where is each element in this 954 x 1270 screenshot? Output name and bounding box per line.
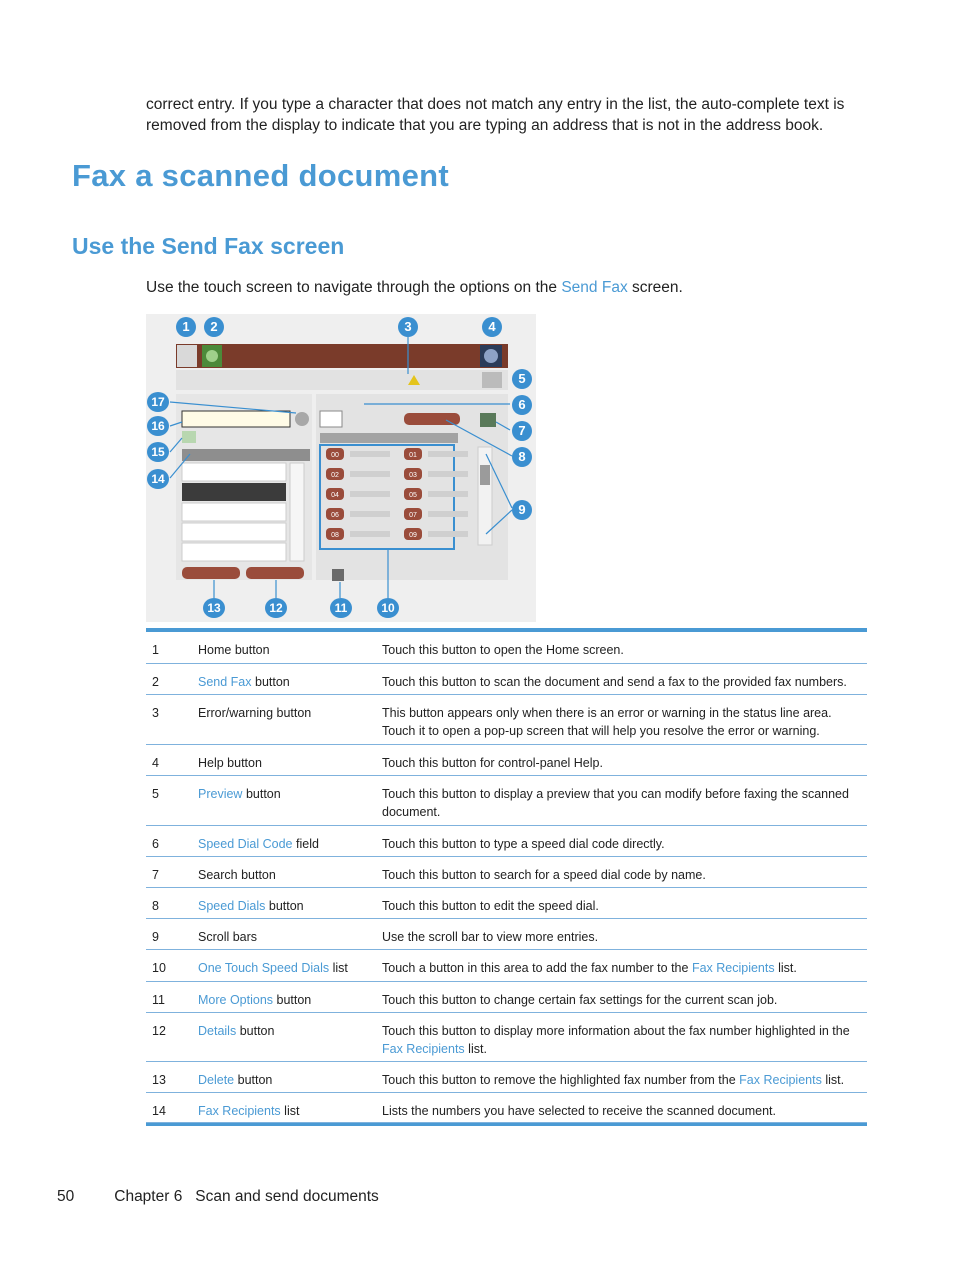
row-description: Touch this button to remove the highlighted fax number from the Fax Recipients list. bbox=[382, 1073, 845, 1087]
chapter-label: Chapter 6 Scan and send documents bbox=[114, 1188, 379, 1205]
more-options-button-shape bbox=[332, 569, 344, 581]
row-item-name: Help button bbox=[198, 756, 262, 770]
row-item-name: Speed Dial Code field bbox=[198, 837, 319, 851]
speed-dial-number: 05 bbox=[409, 492, 417, 499]
table-row bbox=[146, 1013, 867, 1062]
preview-button-shape bbox=[482, 372, 502, 388]
row-item-name: Details button bbox=[198, 1024, 275, 1038]
row-number: 8 bbox=[152, 899, 159, 913]
callout-17: 17 bbox=[147, 392, 169, 412]
row-description: Touch this button for control-panel Help. bbox=[382, 756, 603, 770]
row-item-name: One Touch Speed Dials list bbox=[198, 961, 348, 975]
table-row bbox=[146, 695, 867, 745]
row-number: 14 bbox=[152, 1104, 166, 1118]
speed-dial-number: 06 bbox=[331, 512, 339, 519]
fax-recipients-header bbox=[182, 449, 310, 461]
callout-4: 4 bbox=[482, 317, 502, 337]
callout-14: 14 bbox=[147, 469, 169, 489]
control-panel-illustration bbox=[146, 314, 536, 622]
speed-dial-number: 08 bbox=[331, 532, 339, 539]
home-button-shape bbox=[177, 345, 197, 367]
speed-dial-label-placeholder bbox=[350, 531, 390, 537]
row-number: 2 bbox=[152, 675, 159, 689]
speed-dial-number: 00 bbox=[331, 452, 339, 459]
row-description: Lists the numbers you have selected to receive the scanned document. bbox=[382, 1104, 776, 1118]
row-description: Touch this button to search for a speed dial code by name. bbox=[382, 868, 706, 882]
speed-dial-label-placeholder bbox=[428, 511, 468, 517]
speed-dial-number: 02 bbox=[331, 472, 339, 479]
callout-7: 7 bbox=[512, 421, 532, 441]
page-number: 50 bbox=[57, 1188, 75, 1205]
callout-6: 6 bbox=[512, 395, 532, 415]
page-footer bbox=[57, 1188, 379, 1206]
lead-paragraph bbox=[146, 279, 683, 297]
row-number: 10 bbox=[152, 961, 166, 975]
row-number: 13 bbox=[152, 1073, 166, 1087]
row-description: Use the scroll bar to view more entries. bbox=[382, 930, 599, 944]
row-number: 6 bbox=[152, 837, 159, 851]
speed-dial-label-placeholder bbox=[350, 511, 390, 517]
row-item-name: Error/warning button bbox=[198, 706, 312, 720]
row-number: 4 bbox=[152, 756, 159, 770]
lead-text-end: screen. bbox=[627, 279, 683, 296]
item-name-link[interactable]: More Options bbox=[198, 993, 274, 1007]
row-item-name: Delete button bbox=[198, 1073, 273, 1087]
row-description: Touch a button in this area to add the fax number to the Fax Recipients list. bbox=[382, 961, 797, 975]
callout-13: 13 bbox=[203, 598, 225, 618]
row-number: 7 bbox=[152, 868, 159, 882]
row-item-name: Fax Recipients list bbox=[198, 1104, 300, 1118]
item-name-link[interactable]: Speed Dials bbox=[198, 899, 266, 913]
speed-dial-label-placeholder bbox=[350, 451, 390, 457]
callout-10: 10 bbox=[377, 598, 399, 618]
table-row bbox=[146, 632, 867, 664]
description-link[interactable]: Fax Recipients bbox=[382, 1042, 465, 1056]
speed-dial-number: 03 bbox=[409, 472, 417, 479]
row-item-name: Home button bbox=[198, 643, 270, 657]
section-subtitle: Use the Send Fax screen bbox=[72, 233, 345, 259]
lead-text: Use the touch screen to navigate through the options on the bbox=[146, 279, 562, 296]
item-name-link[interactable]: Send Fax bbox=[198, 675, 252, 689]
item-name-link[interactable]: Preview bbox=[198, 787, 243, 801]
row-description: Touch this button to change certain fax settings for the current scan job. bbox=[382, 993, 778, 1007]
row-item-name: Search button bbox=[198, 868, 276, 882]
callout-9: 9 bbox=[512, 500, 532, 520]
callout-3: 3 bbox=[398, 317, 418, 337]
row-description: Touch this button to display more information about the fax number highlighted in the Fax Recipients list. bbox=[382, 1024, 850, 1056]
table-row bbox=[146, 888, 867, 919]
row-item-name: Speed Dials button bbox=[198, 899, 304, 913]
row-number: 5 bbox=[152, 787, 159, 801]
description-link[interactable]: Fax Recipients bbox=[691, 961, 775, 975]
table-row bbox=[146, 919, 867, 950]
table-row bbox=[146, 664, 867, 695]
row-description: This button appears only when there is an error or warning in the status line area. Touch it to open a pop-up screen that will help you resolve the error or warning. bbox=[382, 706, 832, 738]
speed-dial-label-placeholder bbox=[350, 491, 390, 497]
search-button-shape bbox=[480, 413, 496, 427]
delete-button-shape bbox=[182, 567, 240, 579]
send-fax-screen-figure bbox=[146, 314, 536, 622]
row-description: Touch this button to edit the speed dial. bbox=[382, 899, 599, 913]
speed-dial-code-field bbox=[320, 411, 342, 427]
callout-2: 2 bbox=[204, 317, 224, 337]
callout-1: 1 bbox=[176, 317, 196, 337]
callout-12: 12 bbox=[265, 598, 287, 618]
table-bottom-rule bbox=[146, 1123, 867, 1126]
speed-dial-label-placeholder bbox=[428, 451, 468, 457]
item-name-link[interactable]: Details bbox=[198, 1024, 237, 1038]
callout-5: 5 bbox=[512, 369, 532, 389]
title-bar bbox=[176, 344, 508, 368]
speed-dial-label-placeholder bbox=[350, 471, 390, 477]
speed-dial-number: 09 bbox=[409, 532, 417, 539]
table-row bbox=[146, 857, 867, 888]
speed-dial-label-placeholder bbox=[428, 471, 468, 477]
section-title: Fax a scanned document bbox=[72, 158, 449, 193]
table-row bbox=[146, 745, 867, 776]
item-name-link[interactable]: Fax Recipients bbox=[198, 1104, 281, 1118]
speed-dial-label-placeholder bbox=[428, 491, 468, 497]
row-description: Touch this button to display a preview that you can modify before faxing the scanned document. bbox=[382, 787, 849, 819]
row-description: Touch this button to scan the document and send a fax to the provided fax numbers. bbox=[382, 675, 847, 689]
row-number: 1 bbox=[152, 643, 159, 657]
fax-number-field bbox=[182, 411, 290, 427]
row-item-name: Send Fax button bbox=[198, 675, 290, 689]
callout-15: 15 bbox=[147, 442, 169, 462]
details-button-shape bbox=[246, 567, 304, 579]
table-row bbox=[146, 1093, 867, 1123]
row-number: 12 bbox=[152, 1024, 166, 1038]
item-name-link[interactable]: Delete bbox=[198, 1073, 235, 1087]
intro-paragraph: correct entry. If you type a character that does not match any entry in the list, the auto-complete text is removed from the display to indicate that you are typing an address that is not in the address book. bbox=[146, 96, 845, 134]
row-description: Touch this button to type a speed dial code directly. bbox=[382, 837, 665, 851]
row-item-name: More Options button bbox=[198, 993, 312, 1007]
table-row bbox=[146, 982, 867, 1013]
table-row bbox=[146, 826, 867, 857]
row-description: Touch this button to open the Home screen. bbox=[382, 643, 624, 657]
row-number: 3 bbox=[152, 706, 159, 720]
callout-11: 11 bbox=[330, 598, 352, 618]
callout-16: 16 bbox=[147, 416, 169, 436]
row-item-name: Preview button bbox=[198, 787, 281, 801]
row-number: 9 bbox=[152, 930, 159, 944]
speed-dial-label-placeholder bbox=[428, 531, 468, 537]
row-number: 11 bbox=[152, 993, 165, 1007]
table-row bbox=[146, 776, 867, 826]
row-item-name: Scroll bars bbox=[198, 930, 258, 944]
speed-dial-number: 01 bbox=[409, 452, 417, 459]
item-name-link[interactable]: Speed Dial Code bbox=[198, 837, 293, 851]
callout-8: 8 bbox=[512, 447, 532, 467]
send-fax-link[interactable]: Send Fax bbox=[561, 279, 628, 296]
speed-dial-number: 04 bbox=[331, 492, 339, 499]
table-row bbox=[146, 1062, 867, 1093]
description-link[interactable]: Fax Recipients bbox=[739, 1073, 822, 1087]
speed-dial-number: 07 bbox=[409, 512, 417, 519]
item-name-link[interactable]: One Touch Speed Dials bbox=[198, 961, 330, 975]
table-row bbox=[146, 950, 867, 982]
